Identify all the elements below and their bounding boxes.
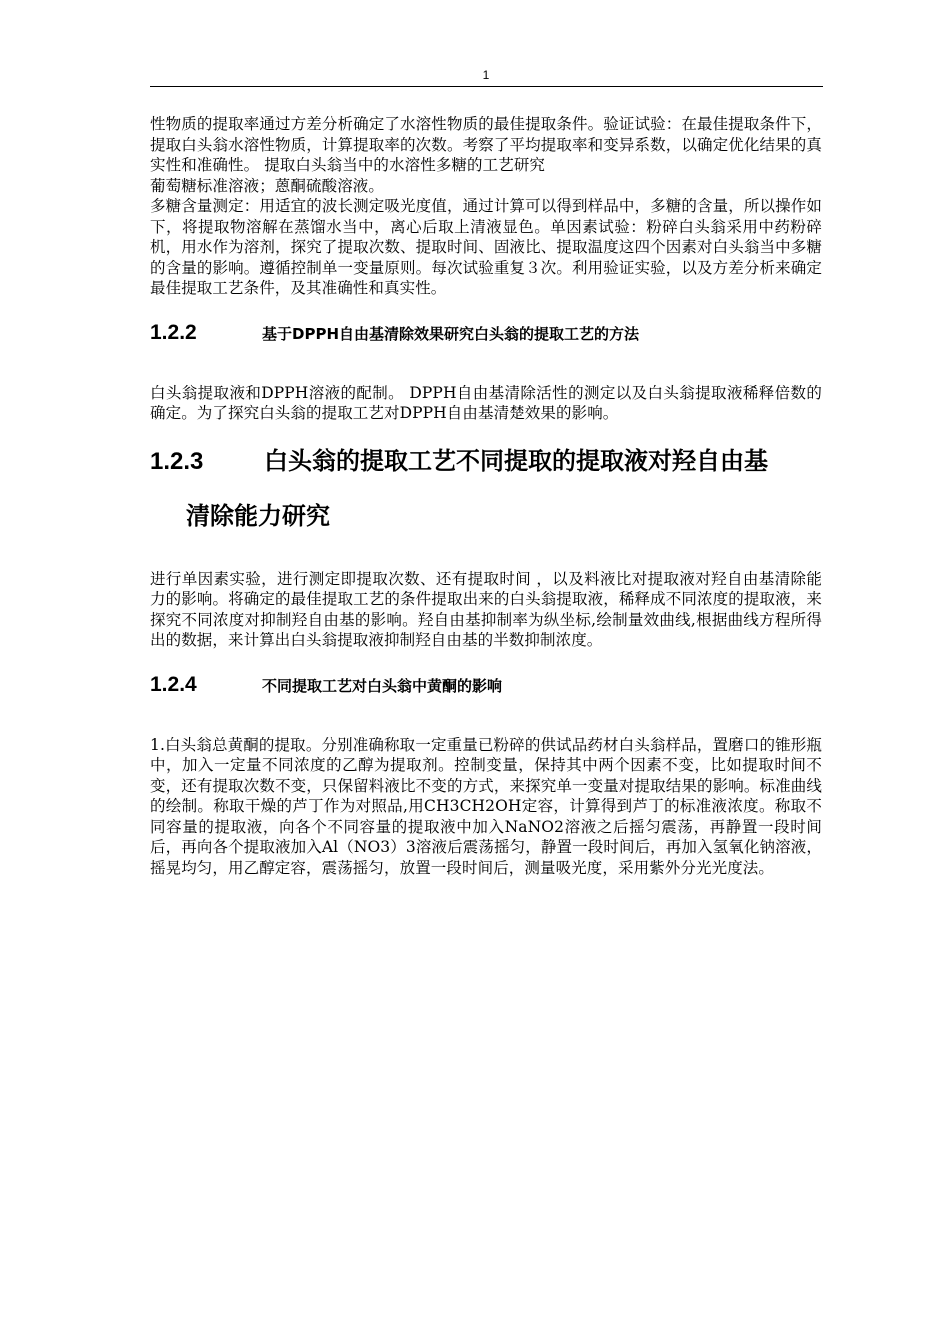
section-1-2-3-number: 1.2.3 — [150, 447, 204, 475]
section-1-2-3-paragraph: 进行单因素实验，进行测定即提取次数、还有提取时间 ，以及料液比对提取液对羟自由基清除能力的影响。将确定的最佳提取工艺的条件提取出来的白头翁提取液，稀释成不同浓度的提取液，来探究不同浓度对抑制羟自由基的影响。羟自由基抑制率为纵坐标,绘制量效曲线,根据曲线方程所得出的数据，来计算出白头翁提取液抑制羟自由基的半数抑制浓度。 — [150, 569, 822, 649]
section-1-2-3-title-line-2: 清除能力研究 — [186, 501, 330, 530]
section-1-2-2-paragraph: 白头翁提取液和DPPH溶液的配制。 DPPH自由基清除活性的测定以及白头翁提取液稀释倍数的确定。为了探究白头翁的提取工艺对DPPH自由基清楚效果的影响。 — [150, 383, 822, 422]
section-1-2-4-heading — [150, 673, 822, 697]
page-number: 1 — [482, 68, 490, 82]
intro-paragraph-2: 葡萄糖标准溶液；蒽酮硫酸溶液。 — [150, 176, 385, 195]
section-1-2-2-heading — [150, 321, 822, 345]
page-content — [150, 114, 822, 878]
intro-paragraph-3: 多糖含量测定：用适宜的波长测定吸光度值，通过计算可以得到样品中，多糖的含量，所以操作如下，将提取物溶解在蒸馏水当中，离心后取上清液显色。单因素试验：粉碎白头翁采用中药粉碎机，用水作为溶剂，探究了提取次数、提取时间、固液比、提取温度这四个因素对白头翁当中多糖的含量的影响。遵循控制单一变量原则。每次试验重复３次。利用验证实验，以及方差分析来确定最佳提取工艺条件，及其准确性和真实性。 — [150, 197, 822, 297]
header-rule — [150, 86, 823, 87]
section-1-2-3-heading — [150, 434, 822, 543]
section-1-2-3-title-line-1: 白头翁的提取工艺不同提取的提取液对羟自由基 — [264, 446, 768, 475]
intro-paragraph-1: 性物质的提取率通过方差分析确定了水溶性物质的最佳提取条件。验证试验：在最佳提取条件下，提取白头翁水溶性物质，计算提取率的次数。考察了平均提取率和变异系数，以确定优化结果的真实性和准确性。 提取白头翁当中的水溶性多糖的工艺研究 — [150, 115, 822, 174]
section-1-2-4-paragraph: 1.白头翁总黄酮的提取。分别准确称取一定重量已粉碎的供试品药材白头翁样品，置磨口的锥形瓶中，加入一定量不同浓度的乙醇为提取剂。控制变量，保持其中两个因素不变，比如提取时间不变，还有提取次数不变，只保留料液比不变的方式，来探究单一变量对提取结果的影响。标准曲线的绘制。称取干燥的芦丁作为对照品,用CH3CH2OH定容，计算得到芦丁的标准液浓度。称取不同容量的提取液，向各个不同容量的提取液中加入NaNO2溶液之后摇匀震荡，再静置一段时间后，再向各个提取液加入Al（NO3）3溶液后震荡摇匀，静置一段时间后，再加入氢氧化钠溶液，摇晃均匀，用乙醇定容，震荡摇匀，放置一段时间后，测量吸光度，采用紫外分光光度法。 — [150, 735, 822, 877]
section-1-2-2-number: 1.2.2 — [150, 320, 197, 344]
section-1-2-2-title: 基于DPPH自由基清除效果研究白头翁的提取工艺的方法 — [262, 324, 639, 343]
section-1-2-4-title: 不同提取工艺对白头翁中黄酮的影响 — [262, 676, 503, 695]
section-1-2-4-number: 1.2.4 — [150, 672, 197, 696]
